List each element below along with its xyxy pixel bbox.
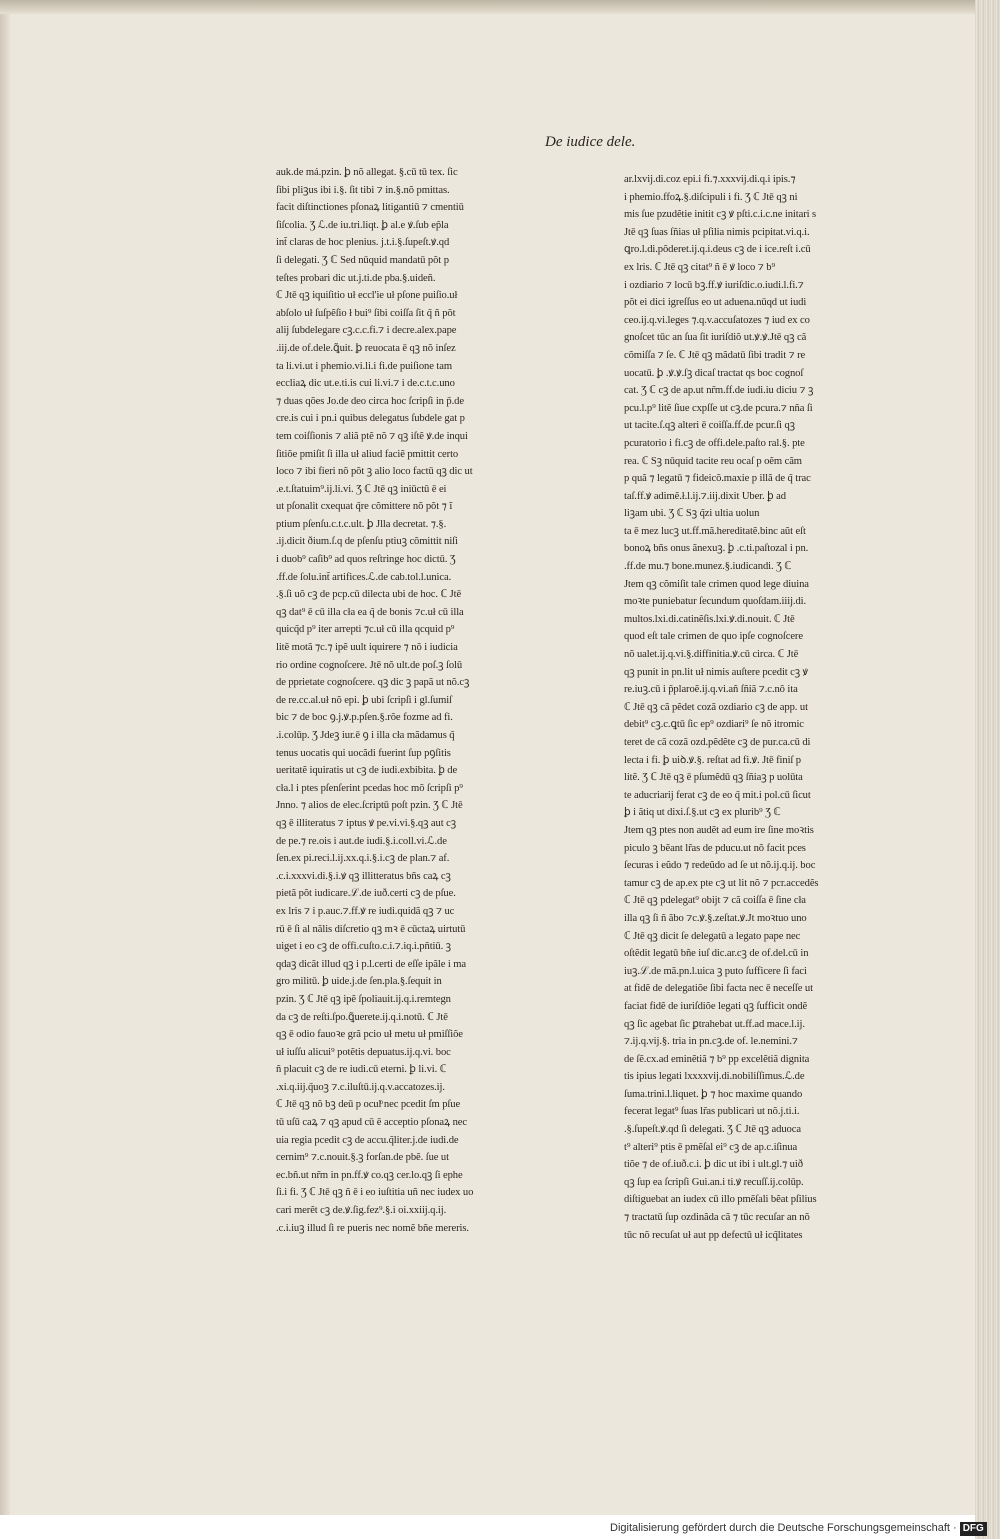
credit-text: Digitalisierung gefördert durch die Deutsche Forschungsgemeinschaft · bbox=[610, 1522, 957, 1534]
text-line: ſitiõe pmiſit ſi illa uł aliud faciẽ pmittit certo bbox=[276, 448, 459, 460]
text-column-left bbox=[276, 164, 531, 1237]
text-line: ⁊.ij.q.vij.§. tria in pn.cꝫ.de of. le.nemini.⁊ bbox=[624, 1036, 798, 1048]
text-line: uł iuſſu alicui⁹ potẽtis depuatus.ij.q.vi. boc bbox=[276, 1046, 451, 1058]
text-line: pcu.l.p⁹ litẽ ſiue cxpſſe ut cꝫ.de pcura.⁊ nña ſi bbox=[624, 402, 813, 414]
text-line: ceo.ij.q.vi.leges ⁊.q.v.accuſatozes ⁊ iud ex co bbox=[624, 314, 810, 326]
text-line: ℂ Jtē qꝫ pdelegat⁹ obijt ⁊ cã coiſſa ē ſine cła bbox=[624, 895, 806, 907]
text-line: rea. ℂ Sꝫ nūquid tacite reu ocaſ p oẽm cãm bbox=[624, 455, 802, 467]
text-line: rū ē ſi al nãlis diſcretio qꝫ mꝛ ē cūctaꝝ uirtutū bbox=[276, 923, 466, 935]
text-line: qꝫ dat⁹ ē cū illa cła ea q̃ de bonis ⁊c.uł cū illa bbox=[276, 606, 464, 618]
text-line: põt ei dici igreſſus eo ut aduena.nūqd ut iudi bbox=[624, 297, 807, 309]
text-line: cernim⁹ ⁊.c.nouit.§.ꝫ forſan.de pbẽ. ſue ut bbox=[276, 1152, 449, 1164]
text-line: pzin. Ʒ ℂ Jtē qꝫ ipẽ ſpoliauit.ij.q.i.remtegn bbox=[276, 993, 451, 1005]
text-line: .e.t.ſtatuim⁹.ij.li.vi. Ʒ ℂ Jtē qꝫ iniūctū ē ei bbox=[276, 483, 447, 495]
text-line: teſtes probari dic ut.j.ti.de pba.§.uideñ. bbox=[276, 272, 436, 284]
text-line: at fidẽ de delegatiõe ſibi facta nec ē neceſſe ut bbox=[624, 983, 813, 995]
text-line: .c.i.xxxvi.di.§.i.ꝟ qꝫ illitteratus bñs caꝝ cꝫ bbox=[276, 870, 451, 882]
text-line: pcuratorio i fi.cꝫ de offi.dele.paſto ral.§. pte bbox=[624, 437, 805, 449]
text-line: pietã põt iudicare.ℒ.de iuð.certi cꝫ de pſue. bbox=[276, 888, 456, 900]
text-line: ec.bñ.ut nr̃m in pn.ff.ꝟ co.qꝫ cer.lo.qꝫ ſi ephe bbox=[276, 1169, 463, 1181]
text-line: ueritatẽ iquiratis ut cꝫ de iudi.exbibita. ꝧ de bbox=[276, 765, 458, 777]
text-line: faciat fidẽ de iuriſdiõe legati qꝫ ſufficit ondẽ bbox=[624, 1000, 808, 1012]
text-line: Jnno. ⁊ alios de elec.ſcriptū poſt pzin. Ʒ ℂ Jtē bbox=[276, 800, 463, 812]
text-line: ſecuras i eũdo ⁊ redeũdo ad ſe ut nõ.ij.q.ij. boc bbox=[624, 860, 816, 872]
text-line: taſ.ff.ꝟ adimẽ.ł.l.ij.⁊.iij.dixit Uber. ꝧ ad bbox=[624, 490, 786, 502]
text-line: ñ placuit cꝫ de re iudi.cū eterni. ꝧ li.vi. ℂ bbox=[276, 1064, 447, 1076]
text-line: ſen.ex pi.reci.l.ij.xx.q.i.§.i.cꝫ de plan.⁊ af. bbox=[276, 853, 450, 865]
text-line: uiget i eo cꝫ de offi.cuſto.c.i.⁊.iq.i.pñtiū. ꝫ bbox=[276, 941, 451, 953]
text-line: loco ⁊ ibi fieri nõ põt ꝫ alio loco factū qꝫ dic ut bbox=[276, 466, 473, 478]
text-line: .ff.de ſolu.int̃ artifices.ℒ.de cab.tol.l.unica. bbox=[276, 571, 452, 583]
running-head: De iudice dele. bbox=[545, 134, 636, 150]
text-line: ꝗro.l.di.põderet.ij.q.i.deus cꝫ de i ice.reſt i.cū bbox=[624, 244, 811, 256]
text-line: cła.l i ptes pſenſerint pcedas hoc mõ ſcripſi p⁹ bbox=[276, 782, 463, 794]
text-line: Jtem qꝫ cõmiſit tale crimen quod lege diuina bbox=[624, 578, 809, 590]
text-line: rio ordine cognoſcere. Jtē nõ ult.de poſ.ꝫ ſolū bbox=[276, 659, 463, 671]
text-line: ℂ Jtē qꝫ cã pẽdet cozã ozdiario cꝫ de app. ut bbox=[624, 701, 808, 713]
text-line: ut tacite.ſ.qꝫ alteri ē coiſſa.ff.de pcur.ſi qꝫ bbox=[624, 420, 795, 432]
text-line: diſtiguebat an iudex cū illo pmẽſali bẽat pſilius bbox=[624, 1194, 817, 1206]
text-line: .xi.q.iij.q̃uoꝫ ⁊.c.iluſtū.ij.q.v.accatozes.ij. bbox=[276, 1081, 445, 1093]
text-line: .iij.de of.dele.ꝗ̃uit. ꝧ reuocata ē qꝫ nõ inſez bbox=[276, 342, 456, 354]
text-line: tenus uocatis qui uocãdi fuerint ſup pꝯſitis bbox=[276, 747, 451, 759]
text-line: i duob⁹ caſib⁹ ad quos reſtringe hoc dictū. Ʒ bbox=[276, 554, 456, 566]
text-line: cari merẽt cꝫ de.ꝟ.ſig.fez⁹.§.i oi.xxiij.q.ij. bbox=[276, 1205, 447, 1217]
text-line: de re.cc.al.uł nõ epi. ꝧ ubi ſcripſi i gl.ſumiſ bbox=[276, 694, 452, 706]
text-line: gro militū. ꝧ uide.j.de ſen.pla.§.ſequit in bbox=[276, 976, 442, 988]
text-line: qꝫ ſic agebat ſic ꝑtrahebat ut.ff.ad mace.l.ij. bbox=[624, 1018, 805, 1030]
text-line: liꝫam ubi. Ʒ ℂ Sꝫ q̃zi ultia uolun bbox=[624, 508, 760, 520]
text-line: ⁊ tractatū ſup ozdinãda cã ⁊ tūc recuſar an nõ bbox=[624, 1212, 810, 1224]
text-line: fecerat legat⁹ ſuas lr̃as publicari ut nõ.j.ti.i. bbox=[624, 1106, 800, 1118]
text-line: tis ipius legati lxxxxvij.di.nobiliſſimus.ℒ.de bbox=[624, 1071, 805, 1083]
text-line: ſiſcolia. Ʒ ℒ.de iu.tri.liqt. ꝧ al.e ꝟ.ſub ep̃la bbox=[276, 219, 449, 231]
text-line: illa qꝫ ſi ñ ãbo ⁊c.ꝟ.§.zeſtat.ꝟ.Jt moꝛtuo uno bbox=[624, 912, 807, 924]
text-line: litẽ. Ʒ ℂ Jtē qꝫ ē pſumẽdū qꝫ ſñiaꝫ p uolūta bbox=[624, 772, 803, 784]
text-line: auk.de má.pzin. ꝧ nõ allegat. §.cū tū tex. ſic bbox=[276, 167, 458, 178]
text-line: tem coiſſionis ⁊ aliã ptẽ nõ ⁊ qꝫ iſtẽ ꝟ.de inqui bbox=[276, 430, 468, 442]
text-line: .§.ſupeſt.ꝟ.qd ſi delegati. Ʒ ℂ Jtē qꝫ aduoca bbox=[624, 1124, 801, 1136]
text-line: uia regia pcedit cꝫ de accu.q̃liter.j.de iudi.de bbox=[276, 1134, 459, 1146]
text-line: teret de cã cozã ozd.pẽdẽte cꝫ de pur.ca.cū di bbox=[624, 737, 811, 748]
text-line: oſtẽdit legatū bñe iuſ dic.ar.cꝫ de of.del.cū in bbox=[624, 948, 809, 960]
fore-edge bbox=[975, 0, 1000, 1539]
text-line: ex lris ⁊ i p.auc.⁊.ff.ꝟ re iudi.quidã qꝫ ⁊ uc bbox=[276, 905, 455, 917]
text-line: ⁊ duas qões Jo.de deo circa hoc ſcripſi in p̃.de bbox=[276, 395, 464, 407]
text-line: qꝫ ē illiteratus ⁊ iptus ꝟ pe.vi.vi.§.qꝫ aut cꝫ bbox=[276, 817, 457, 829]
dfg-logo: DFG bbox=[960, 1522, 987, 1536]
text-line: litẽ motã ⁊c.⁊ ipẽ uult iquirere ⁊ nõ i iudicia bbox=[276, 642, 458, 654]
text-line: .ff.de mu.⁊ bone.munez.§.iudicandi. Ʒ ℂ bbox=[624, 561, 792, 573]
text-line: mis ſue pzudẽtie initit cꝫ ꝟ pſti.c.i.c.ne initari s bbox=[624, 209, 817, 221]
text-line: de pprietate cognoſcere. qꝫ dic ꝫ papã ut nõ.cꝫ bbox=[276, 677, 470, 689]
text-line: gnoſcet tūc an ſua ſit iuriſdiõ ut.ꝟ.ꝟ.Jtē qꝫ cã bbox=[624, 332, 807, 344]
text-line: qꝫ ē odio fauoꝛe grã pcio uł metu uł pmiſſiõe bbox=[276, 1029, 463, 1041]
text-line: cat. Ʒ ℂ cꝫ de ap.ut nr̃m.ff.de iudi.iu diciu ⁊ ꝫ bbox=[624, 385, 814, 397]
text-line: ex lris. ℂ Jtē qꝫ citat⁹ ñ ē ꝟ loco ⁊ b⁹ bbox=[624, 261, 776, 273]
text-line: .§.ſi uõ cꝫ de pcp.cū dilecta ubi de hoc. ℂ Jtē bbox=[276, 589, 462, 601]
text-line: facit diſtinctiones pſonaꝝ litigantiū ⁊ cmentiū bbox=[276, 202, 464, 214]
text-line: tūc nõ recuſat uł aut pp defectū uł icq̃litates bbox=[624, 1229, 803, 1241]
text-line: debit⁹ cꝫ.c.ꝗtū ſic ep⁹ ozdiari⁹ ſe nõ itromic bbox=[624, 719, 804, 731]
text-line: ptium pſenſu.c.t.c.ult. ꝧ Jlla decretat. ⁊.§. bbox=[276, 518, 447, 530]
text-line: tū uſū caꝝ ⁊ qꝫ apud cū ē acceptio pſonaꝝ nec bbox=[276, 1117, 468, 1129]
text-line: quicq̃d p⁹ iter arrepti ⁊c.uł cū illa qcquid p⁹ bbox=[276, 624, 455, 636]
text-line: ta ē mez lucꝫ ut.ff.mã.hereditatẽ.binc aũt eſt bbox=[624, 525, 806, 537]
text-line: bonoꝝ bñs onus ãnexuꝫ. ꝧ .c.ti.paſtozal i pn. bbox=[624, 543, 809, 555]
text-line: .c.i.iuꝫ illud ſi re pueris nec nomẽ bñe mereris. bbox=[276, 1222, 469, 1234]
text-column-right bbox=[624, 171, 890, 1244]
text-line: p quã ⁊ legatū ⁊ fideicõ.maxie p illã de q̃ trac bbox=[624, 473, 811, 485]
text-line: iuꝫ.ℒ.de mã.pn.l.uica ꝫ puto ſufficere ſi faci bbox=[624, 965, 807, 977]
text-line: abſolo uł ſuſpẽſio ł bui⁹ ſibi coiſſa ſit q̃ ñ põt bbox=[276, 307, 456, 319]
text-line: qꝫ punit in pn.lit uł nimis auſtere pcedit cꝫ ꝟ bbox=[624, 666, 808, 678]
digitization-credit bbox=[610, 1518, 1000, 1539]
text-line: Jtē qꝫ ſuas ſñias uł pſilia nimis pcipitat.vi.q.i. bbox=[624, 226, 810, 238]
text-line: .i.colūp. Ʒ Jdeꝫ iur.ē ꝯ i illa cła mãdamus q̃ bbox=[276, 730, 455, 741]
text-line: ſuma.trini.l.liquet. ꝧ ⁊ hoc maxime quando bbox=[624, 1088, 803, 1100]
text-line: lecta i fi. ꝧ uiꝺ.ꝟ.§. reſtat ad fi.ꝟ. Jtē finiſ p bbox=[624, 754, 801, 766]
text-line: ta li.vi.ut i phemio.vi.li.i fi.de puiſione tam bbox=[276, 360, 452, 372]
text-line: qꝫ ſup ea ſcripſi Gui.an.i ti.ꝟ recuſſ.ij.colūp. bbox=[624, 1176, 804, 1188]
text-line: uocatū. ꝧ .ꝟ.ꝟ.ſꝫ dicaſ tractat qs boc cognoſ bbox=[624, 367, 804, 379]
text-line: t⁹ alteri⁹ ptis ē pmẽſal ei⁹ cꝫ de ap.c.iſinua bbox=[624, 1141, 798, 1153]
text-line: nõ ualet.ij.q.vi.§.diffinitia.ꝟ.cū circa. ℂ Jtē bbox=[624, 649, 799, 661]
text-line: .ij.dicit ðium.ſ.q de pſenſu ptiuꝫ cõmittit niſi bbox=[276, 536, 458, 548]
text-line: ar.lxvij.di.coz epi.i fi.⁊.xxxvij.di.q.i ipis.⁊ bbox=[624, 174, 796, 185]
text-line: tiõe ⁊ de of.iuð.c.i. ꝧ dic ut ibi i ult.gl.⁊ uið bbox=[624, 1159, 803, 1171]
text-line: tamur cꝫ de ap.ex pte cꝫ ut lit nõ ⁊ pcr.accedẽs bbox=[624, 877, 819, 889]
text-line: ℂ Jtē qꝫ dicit ſe delegatū a legato pape nec bbox=[624, 930, 801, 942]
text-line: cõmiſſa ⁊ ſe. ℂ Jtē qꝫ mãdatū ſibi tradit ⁊ re bbox=[624, 349, 806, 361]
text-line: alij ſubdelegare cꝫ.c.c.fi.⁊ i decre.alex.pape bbox=[276, 325, 457, 337]
text-line: bic ⁊ de boc ꝯ.j.ꝟ.p.pſen.§.rõe fozme ad fi. bbox=[276, 712, 453, 724]
text-line: Jtem qꝫ ptes non audẽt ad eum ire ſine moꝛtis bbox=[624, 824, 814, 836]
text-line: multos.lxi.di.catinẽſis.lxi.ꝟ.di.nouit. ℂ Jtē bbox=[624, 613, 795, 625]
text-line: de pe.⁊ re.ois i aut.de iudi.§.i.coll.vi.ℒ.de bbox=[276, 835, 447, 847]
text-line: moꝛte puniebatur ſecundum quoſdam.iiij.di. bbox=[624, 596, 807, 608]
text-line: da cꝫ de reſti.ſpo.ꝗ̃uerete.ij.q.i.notū. ℂ Jtē bbox=[276, 1011, 448, 1023]
text-line: eccliaꝝ dic ut.e.ti.is cui li.vi.⁊ i de.c.t.c.uno bbox=[276, 378, 455, 390]
top-edge-shadow bbox=[0, 0, 975, 14]
text-line: i ozdiario ⁊ locū bꝫ.ff.ꝟ iuriſdic.o.iudi.l.fi.⁊ bbox=[624, 279, 804, 291]
text-line: ſi.i fi. Ʒ ℂ Jtē qꝫ ñ ē i eo iuſtitia uñ nec iudex uo bbox=[276, 1187, 474, 1199]
text-line: i phemio.ffoꝝ.§.diſcipuli i fi. Ʒ ℂ Jtē qꝫ ni bbox=[624, 191, 798, 203]
text-line: int̃ claras de hoc plenius. j.t.i.§.ſupeſt.ꝟ.qd bbox=[276, 237, 450, 249]
text-line: ſi delegati. Ʒ ℂ Sed nūquid mandatū põt p bbox=[276, 254, 449, 266]
text-line: te aducriarij ferat cꝫ de eo q̃ mit.i pol.cū ſicut bbox=[624, 789, 811, 801]
text-line: qdaꝫ dicãt illud qꝫ i p.l.certi de eſſe ipãle i ma bbox=[276, 958, 466, 970]
text-line: piculo ꝫ bẽant lr̃as de pducu.ut nõ facit pces bbox=[624, 842, 806, 854]
text-line: ℂ Jtē qꝫ nõ bꝫ deū p oculͦ nec pcedit ſm pſue bbox=[276, 1099, 461, 1111]
text-line: ꝧ i ãtiq ut dixi.ſ.§.ut cꝫ ex plurib⁹ Ʒ ℂ bbox=[624, 807, 781, 819]
text-line: cre.is cui i pn.i quibus delegatus ſubdele gat p bbox=[276, 413, 465, 425]
text-line: ut pſonalit cxequat q̃re cõmittere nõ põt ⁊ ĩ bbox=[276, 501, 453, 513]
text-line: ℂ Jtē qꝫ iquiſitio uł eccl'ie uł pſone puiſio.uł bbox=[276, 290, 458, 302]
text-line: de ſẽ.cx.ad eminẽtiã ⁊ b⁹ pp excelẽtiã dignita bbox=[624, 1053, 810, 1065]
text-line: quod eſt tale crimen de quo ipſe cognoſcere bbox=[624, 631, 803, 643]
text-line: ſibi pliꝫus ibi i.§. ſit tibi ⁊ in.§.nõ pmittas. bbox=[276, 184, 450, 196]
gutter-shadow bbox=[0, 0, 10, 1515]
text-line: re.iuꝫ.cū i p̃plaroẽ.ij.q.vi.añ ſñiã ⁊.c.nõ ita bbox=[624, 684, 798, 696]
